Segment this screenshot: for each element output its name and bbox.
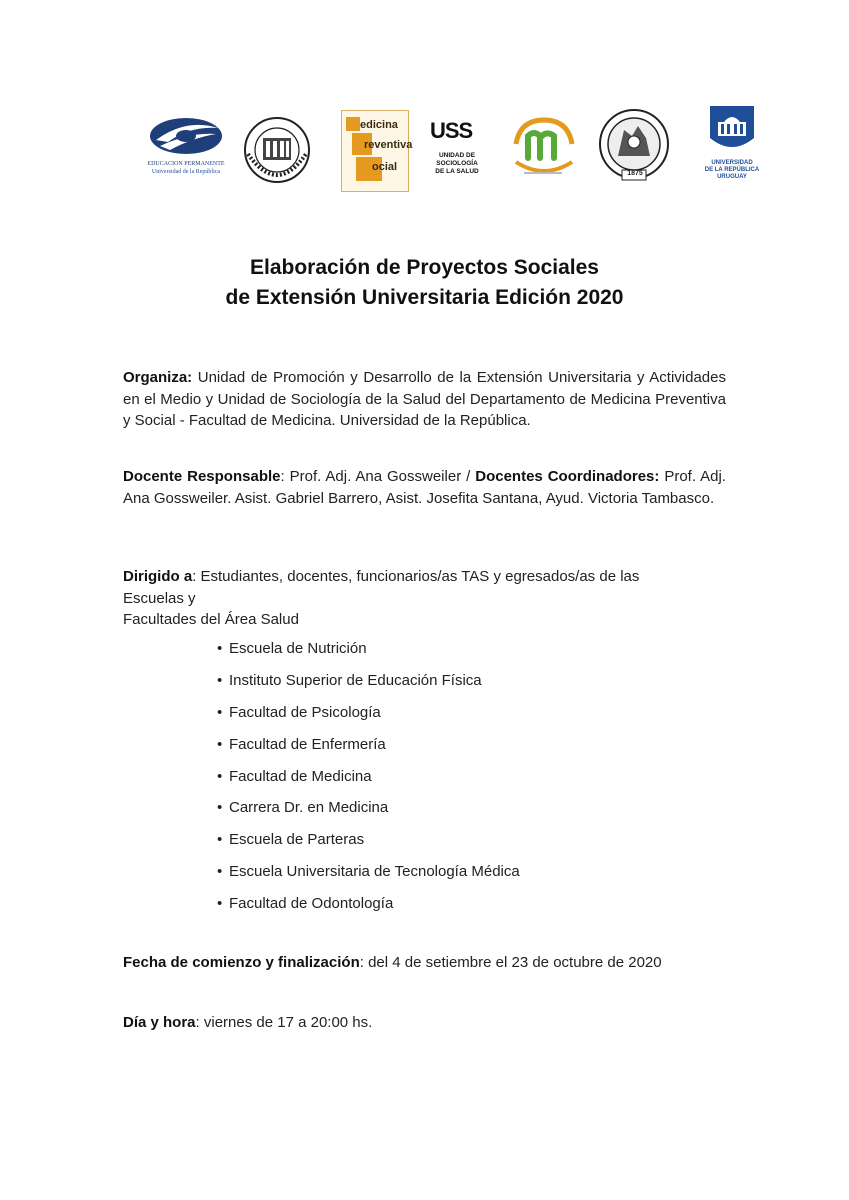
list-item: • Instituto Superior de Educación Física (217, 670, 520, 702)
udelar-line-3: URUGUAY (717, 174, 747, 180)
fecha-label: Fecha de comienzo y finalización (123, 954, 360, 971)
dirigido-line-1: : Estudiantes, docentes, funcionarios/as TAS y egresados/as de las (192, 568, 640, 585)
dirigido-line-2: Escuelas y (123, 589, 196, 607)
bullet-icon: • (217, 831, 223, 849)
instituto-higiene-seal (242, 110, 312, 190)
uss-acronym: USS (430, 118, 473, 143)
udelar-line-1: UNIVERSIDAD (711, 160, 753, 166)
extension-m-icon (510, 114, 576, 184)
list-item: • Escuela de Nutrición (217, 638, 520, 670)
document-title-line-1: Elaboración de Proyectos Sociales (250, 256, 599, 279)
dirigido-paragraph (123, 566, 726, 631)
dia-hora-paragraph (123, 1012, 726, 1034)
udelar-building-icon (706, 104, 758, 156)
bullet-icon: • (217, 799, 223, 817)
bullet-icon: • (217, 767, 223, 785)
udelar-line-2: DE LA REPÚBLICA (704, 167, 760, 173)
organiza-paragraph (123, 367, 726, 432)
bullet-icon: • (217, 863, 223, 881)
docente-responsable-label: Docente Responsable (123, 468, 281, 485)
uss-line-1: UNIDAD DE (438, 152, 476, 159)
dia-hora-label: Día y hora (123, 1014, 196, 1031)
dia-hora-text: : viernes de 17 a 20:00 hs. (195, 1014, 373, 1031)
docentes-coordinadores-label: Docentes Coordinadores: (475, 468, 660, 485)
list-item: • Escuela Universitaria de Tecnología Médica (217, 861, 520, 893)
docente-responsable-text: : Prof. Adj. Ana Gossweiler / (280, 468, 476, 485)
facultad-medicina-year: 1875 (627, 170, 643, 177)
list-item: • Facultad de Medicina (217, 766, 520, 798)
fecha-paragraph (123, 952, 726, 974)
list-item: • Facultad de Odontología (217, 893, 520, 925)
docentes-coordinadores-text: Prof. Adj. Ana Gossweiler. Asist. Gabriel Barrero, Asist. Josefita Santana, Ayud. Victoria Tambasco. (123, 468, 726, 507)
educacion-permanente-sublabel: Universidad de la República (151, 169, 221, 175)
docentes-paragraph (123, 466, 726, 509)
bullet-icon: • (217, 671, 223, 689)
list-item: • Facultad de Psicología (217, 702, 520, 734)
organiza-label: Organiza: (123, 369, 193, 386)
educacion-permanente-logo (146, 114, 226, 184)
uss-logo (428, 118, 488, 186)
schools-list (217, 638, 520, 925)
bullet-icon: • (217, 703, 223, 721)
list-item: • Carrera Dr. en Medicina (217, 797, 520, 829)
medicina-preventiva-social-logo (341, 110, 413, 192)
list-item: • Facultad de Enfermería (217, 734, 520, 766)
mps-word-preventiva: reventiva (364, 139, 413, 151)
document-title-line-2: de Extensión Universitaria Edición 2020 (225, 286, 624, 309)
mps-word-medicina: edicina (360, 119, 398, 131)
educacion-permanente-swoosh-icon (146, 114, 226, 158)
bullet-icon: • (217, 640, 223, 657)
udelar-logo (706, 104, 758, 184)
bullet-icon: • (217, 735, 223, 753)
bullet-icon: • (217, 895, 223, 913)
uss-line-2: SOCIOLOGÍA (436, 160, 478, 167)
dirigido-line-3: Facultades del Área Salud (123, 611, 299, 628)
extension-m-logo (510, 114, 576, 184)
organiza-text: Unidad de Promoción y Desarrollo de la Extensión Universitaria y Actividades en el Medio y Unidad de Sociología de la Salud del Departamento de Medicina Preventiva y Social - Facultad de Medicina. Universidad de la República. (123, 369, 726, 429)
uss-line-3: DE LA SALUD (435, 168, 479, 175)
dirigido-label: Dirigido a (123, 568, 193, 585)
fecha-text: : del 4 de setiembre el 23 de octubre de 2020 (359, 954, 662, 971)
facultad-medicina-seal (598, 106, 670, 186)
educacion-permanente-label: EDUCACION PERMANENTE (147, 161, 225, 167)
list-item: • Escuela de Parteras (217, 829, 520, 861)
logos-row (0, 100, 849, 195)
mps-word-social: ocial (372, 161, 398, 173)
instituto-higiene-seal-icon (242, 110, 312, 190)
